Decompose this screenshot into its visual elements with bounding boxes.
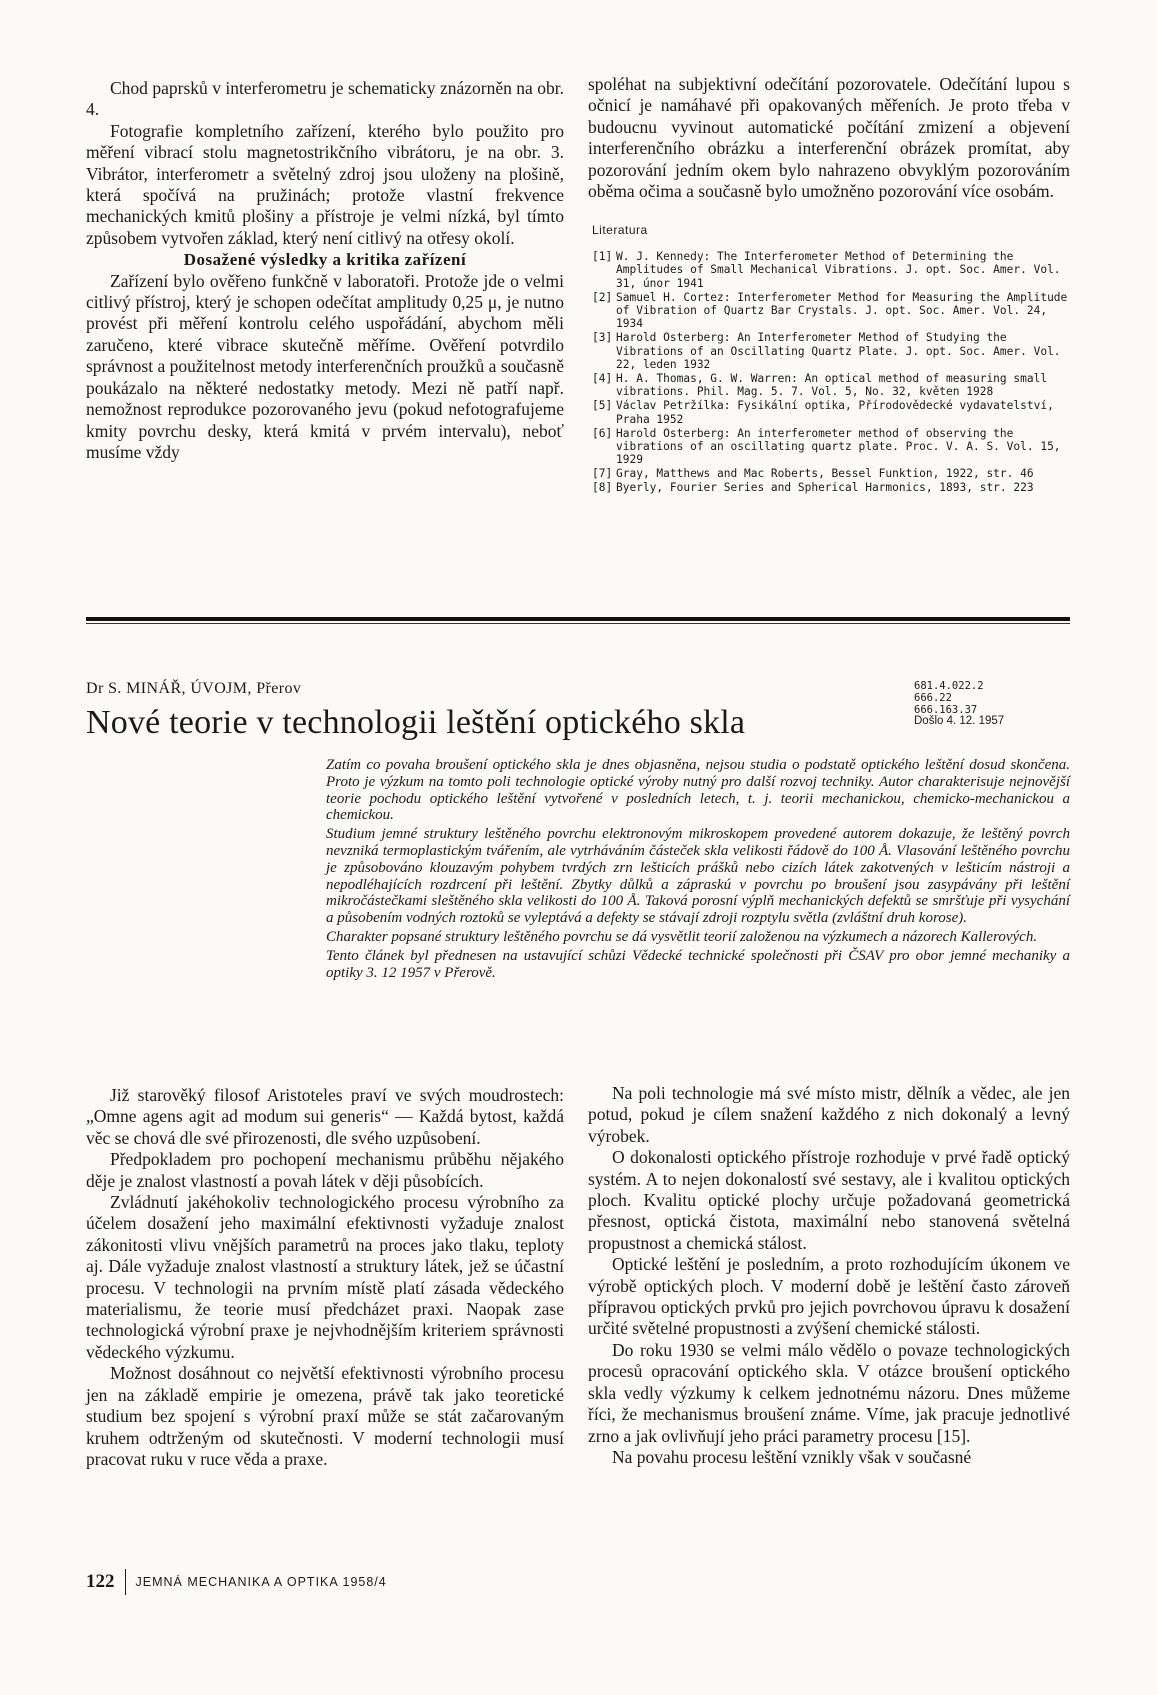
udc-code: 666.163.37	[914, 703, 978, 716]
paragraph: Zvládnutí jakéhokoliv technologického procesu výrobního za účelem dosažení jeho maximální efektivnosti vyžaduje znalost zákonitosti vlivu vnějších parametrů na proces jako tlaku, teploty aj. Dále vyžaduje znalost vlastností a struktury látek, jež se účastní procesu. V technologii na prvním místě platí zásada vědeckého materialismu, že teorie musí předcházet praxi. Naopak zase technologická výrobní praxe je nejvhodnějším kriteriem správnosti vědeckého výzkumu.	[86, 1192, 564, 1362]
received-date: Došlo 4. 12. 1957	[914, 715, 1005, 728]
reference-number: [4]	[592, 372, 613, 385]
paragraph: Chod paprsků v interferometru je schematicky znázorněn na obr. 4.	[86, 78, 564, 120]
reference-item	[588, 331, 1070, 371]
reference-text: Harold Osterberg: An Interferometer Method of Studying the Vibrations of an Oscillating Quartz Plate. J. opt. Soc. Amer. Vol. 22, leden 1932	[616, 331, 1061, 372]
top-right-column	[588, 74, 1070, 495]
reference-number: [3]	[592, 331, 613, 345]
top-left-column	[86, 78, 564, 463]
abstract-paragraph: Tento článek byl přednesen na ustavující schůzi Vědecké technické společnosti při ČSAV pro obor jemné mechaniky a optiky 3. 12 1957 v Přerově.	[326, 947, 1070, 981]
section-heading: Dosažené výsledky a kritika zařízení	[183, 250, 467, 270]
reference-text: Samuel H. Cortez: Interferometer Method for Measuring the Amplitude of Vibration of Quartz Bar Crystals. J. opt. Soc. Amer. Vol. 24, 1934	[616, 290, 1068, 331]
reference-number: [1]	[592, 249, 613, 263]
reference-item	[588, 372, 1070, 399]
reference-text: Gray, Matthews and Mac Roberts, Bessel Funktion, 1922, str. 46	[616, 467, 1034, 481]
reference-text: W. J. Kennedy: The Interferometer Method of Determining the Amplitudes of Small Mechanical Vibrations. J. opt. Soc. Amer. Vol. 31, únor 1941	[616, 249, 1061, 290]
paragraph: Fotografie kompletního zařízení, kterého bylo použito pro měření vibrací stolu magnetostrikčního vibrátoru, je na obr. 3. Vibrátor, interferometr a světelný zdroj jsou uloženy na plošině, která spočívá na pružinách; protože vlastní frekvence mechanických kmitů plošiny a přístroje je velmi nízká, byl tímto způsobem vytvořen základ, který není citlivý na otřesy okolí.	[86, 120, 564, 248]
udc-code: 666.22	[914, 691, 952, 704]
section-divider	[86, 617, 1070, 621]
abstract-paragraph: Studium jemné struktury leštěného povrchu elektronovým mikroskopem provedené autorem dokazuje, že leštěný povrch nevzniká termoplastickým tvářením, ale vytrháváním částeček skla velikosti řádově do 100 Å. Vlasování leštěného povrchu je způsobováno klouzavým pohybem tvrdých zrn lešticích prášků nebo cizích látek zakotvených v lešticím nástroji a nepodléhajících rozdrcení při leštění. Zbytky důlků a zápraskú v povrchu po broušení jsou zasypávány při leštění mikročástečkami sleštěného skla velikosti do 100 Å. Taková porosní výplň mechanických defektů se smršťuje při vysychání a působením vodných roztoků se vyleptává a defekty se stávají zdroji rozptylu světla (zvláštní druh korose).	[326, 826, 1070, 927]
article-abstract	[326, 757, 1070, 983]
article-title: Nové teorie v technologii leštění optického skla	[86, 704, 746, 741]
udc-code: 681.4.022.2	[914, 680, 984, 692]
reference-item	[588, 481, 1070, 494]
reference-item	[588, 427, 1070, 467]
page-number: 122	[86, 1571, 115, 1592]
reference-number: [2]	[592, 290, 613, 304]
paragraph: O dokonalosti optického přístroje rozhoduje v prvé řadě optický systém. A to nejen dokonalostí své sestavy, ale i kvalitou optických ploch. Kvalitu optické plochy určuje požadovaná geometrická přesnost, optická čistota, maximální nebo stanovená světelná propustnost a chemická stálost.	[588, 1147, 1070, 1253]
reference-text: H. A. Thomas, G. W. Warren: An optical method of measuring small vibrations. Phil. Mag. 5. 7. Vol. 5, No. 32, květen 1928	[616, 372, 1048, 399]
abstract-paragraph: Charakter popsané struktury leštěného povrchu se dá vysvětlit teorií založenou na výzkumech a názorech Kallerových.	[326, 928, 1038, 945]
reference-item	[588, 399, 1070, 426]
reference-number: [8]	[592, 481, 613, 495]
body-left-column	[86, 1085, 564, 1470]
body-right-column	[588, 1083, 1070, 1468]
paragraph: Možnost dosáhnout co největší efektivnosti výrobního procesu jen na základě empirie je omezena, právě tak jako teoretické studium bez spojení s výrobní praxí může se stát začarovaným kruhem odtrženým od skutečnosti. V moderní technologii musí pracovat ruku v ruce věda a praxe.	[86, 1363, 564, 1469]
references-heading: Literatura	[592, 223, 648, 238]
paragraph: Do roku 1930 se velmi málo vědělo o povaze technologických procesů opracování optického skla. V otázce broušení optického skla vedly výzkumy k celkem jednotnému názoru. Dnes můžeme říci, že mechanismus broušení známe. Víme, jak pracuje jednotlivé zrno a jak ovlivňují jeho práci parametry procesu [15].	[588, 1339, 1070, 1446]
reference-number: [6]	[592, 426, 613, 440]
page-footer	[86, 1568, 387, 1596]
reference-item	[588, 250, 1070, 290]
journal-name: JEMNÁ MECHANIKA A OPTIKA 1958/4	[135, 1575, 387, 1589]
reference-text: Harold Osterberg: An interferometer method of observing the vibrations of an oscillating quartz plate. Proc. V. A. S. Vol. 15, 1929	[616, 426, 1061, 467]
reference-number: [5]	[592, 399, 613, 413]
paragraph: Optické leštění je posledním, a proto rozhodujícím úkonem ve výrobě optických ploch. V moderní době je leštění často zároveň přípravou optických prvků pro jejich povrchovou úpravu k dosažení určité světelné propustnosti a zvýšení chemické stálosti.	[588, 1254, 1070, 1339]
reference-text: Byerly, Fourier Series and Spherical Harmonics, 1893, str. 223	[616, 481, 1034, 495]
section-divider-thin	[86, 623, 1070, 624]
paragraph: Zařízení bylo ověřeno funkčně v laboratoři. Protože jde o velmi citlivý přístroj, který je schopen odečítat amplitudy 0,25 μ, je nutno provést při měření kontrolu celého uspořádání, abychom měli zaručeno, které vibrace skutečně měříme. Ověření potvrdilo správnost a použitelnost metody interferenčních proužků a současně poukázalo na některé nedostatky metody. Mezi ně patří např. nemožnost reprodukce pozorovaného jevu (pokud nefotografujeme kmity povrchu desky, která kmitá v prvém intervalu), neboť musíme vždy	[86, 270, 564, 462]
classification-block	[914, 681, 1004, 728]
reference-number: [7]	[592, 467, 613, 481]
paragraph: Již starověký filosof Aristoteles praví ve svých moudrostech: „Omne agens agit ad modum sui generis“ — Každá bytost, každá věc se chová dle své přirozenosti, dle svého uzpůsobení.	[86, 1085, 564, 1148]
paragraph: Na poli technologie má své místo mistr, dělník a vědec, ale jen potud, pokud je cílem snažení každého z nich dokonalý a levný výrobek.	[588, 1083, 1070, 1146]
reference-text: Václav Petržílka: Fysikální optika, Přírodovědecké vydavatelství, Praha 1952	[616, 399, 1054, 426]
paragraph: Na povahu procesu leštění vznikly však v současné	[612, 1446, 972, 1467]
reference-item	[588, 291, 1070, 331]
paragraph: Předpokladem pro pochopení mechanismu průběhu nějakého děje je znalost vlastností a povah látek v ději působících.	[86, 1149, 564, 1191]
reference-list	[588, 250, 1070, 495]
abstract-paragraph: Zatím co povaha broušení optického skla je dnes objasněna, nejsou studia o podstatě optického leštění dosud skončena. Proto je výzkum na tomto poli technologie optické výroby nutný pro další rozvoj techniky. Autor charakterisuje nejnovější teorie pochodu optického leštění vytvořené v posledních letech, t. j. teorii mechanickou, chemicko-mechanickou a chemickou.	[326, 757, 1070, 824]
reference-item	[588, 467, 1070, 480]
paragraph: spoléhat na subjektivní odečítání pozorovatele. Odečítání lupou s očnicí je namáhavé při opakovaných měřeních. Je proto třeba v budoucnu vyvinout automatické počítání zmizení a objevení interferenčního obrázku a interferenční obrázek promítat, aby pozorování jedním okem bylo nahrazeno obvyklým pozorováním oběma očima a současně bylo umožněno pozorování více osobám.	[588, 74, 1070, 202]
article-author: Dr S. MINÁŘ, ÚVOJM, Přerov	[86, 680, 302, 697]
